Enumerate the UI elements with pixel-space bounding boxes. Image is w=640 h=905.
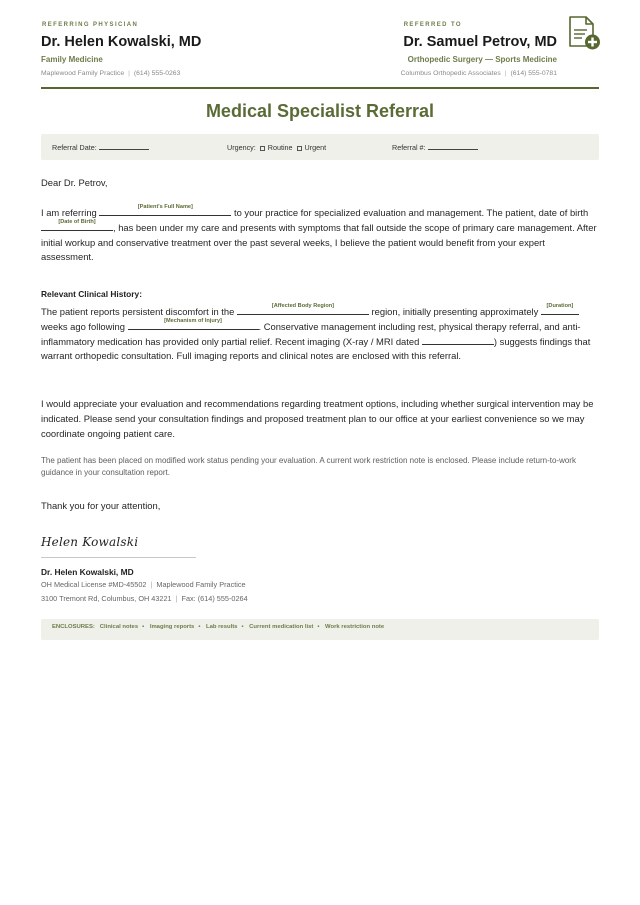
enclosure-item: Work restriction note [325, 624, 385, 630]
text-run: weeks ago following [41, 320, 125, 332]
routine-label: Routine [267, 143, 293, 152]
referral-date-field[interactable] [52, 143, 149, 152]
referred-physician-block [257, 22, 557, 77]
separator: | [175, 594, 178, 603]
referral-info-bar [41, 134, 599, 160]
mechanism-of-injury-field[interactable] [128, 317, 259, 330]
signer-license-line [41, 580, 246, 589]
patient-name-field-label: [Patient's Full Name] [137, 204, 193, 210]
separator: | [150, 580, 153, 589]
request-paragraph: I would appreciate your evaluation and recommendations regarding treatment options, including whether surgical intervention may be indicated. Please send your consultation findings and proposed treatment plan to our office at your earliest convenience so we may coordinate ongoing patient care. [41, 398, 594, 439]
referral-number-label: Referral #: [392, 143, 426, 152]
text-run: birth [569, 207, 589, 218]
referring-phone: (614) 555-0263 [133, 70, 181, 77]
referred-practice: Columbus Orthopedic Associates [400, 70, 501, 77]
referring-practice: Maplewood Family Practice [41, 70, 125, 77]
signature-line [41, 557, 196, 558]
separator: | [128, 70, 130, 77]
salutation: Dear Dr. Petrov, [41, 177, 108, 188]
date-of-birth-field-label: [Date of Birth] [58, 218, 96, 225]
text-run: to your practice for specialized evaluation and management. The patient, date of [233, 207, 568, 218]
text-run: region, initially presenting approximately [371, 306, 539, 317]
bullet: • [198, 624, 201, 630]
signature-script: Helen Kowalski [41, 535, 139, 549]
bullet: • [241, 624, 244, 630]
duration-field[interactable] [541, 305, 579, 315]
duration-field-label: [Duration] [546, 303, 574, 309]
referred-caption: REFERRED TO [403, 22, 462, 28]
text-run: I am referring [41, 207, 97, 218]
referred-specialty: Orthopedic Surgery — Sports Medicine [407, 55, 557, 64]
referred-phone: (614) 555-0781 [510, 70, 557, 77]
urgent-checkbox[interactable] [297, 146, 302, 151]
affected-body-region-field-label: [Affected Body Region] [271, 303, 335, 309]
signer-address-line [41, 594, 248, 603]
intro-paragraph [41, 206, 599, 265]
separator: | [504, 70, 507, 77]
page-title: Medical Specialist Referral [205, 101, 435, 121]
text-run: . Conservative management including rest, physical therapy referral, and anti-inflammatory medication has provided only partial relief. Recent imaging (X-ray / MRI dated [41, 320, 581, 347]
text-run: The patient reports persistent discomfort in the [41, 306, 235, 317]
signer-address: 3100 Tremont Rd, Columbus, OH 43221 [41, 594, 172, 603]
enclosure-item: Lab results [206, 624, 238, 630]
referral-page [41, 0, 599, 905]
text-run: ) suggests findings that warrant orthopedic consultation. Full imaging reports and clinical notes are enclosed with this referral. [41, 335, 591, 362]
clinical-history-heading: Relevant Clinical History: [41, 289, 142, 299]
signer-fax: Fax: (614) 555-0264 [181, 594, 248, 603]
enclosure-item: Clinical notes [99, 624, 139, 630]
work-status-note: The patient has been placed on modified work status pending your evaluation. A current work restriction note is enclosed. Please include return-to-work guidance in your consultation report. [41, 456, 576, 477]
referral-number-field[interactable] [392, 143, 478, 152]
referred-name: Dr. Samuel Petrov, MD [403, 34, 557, 50]
referring-caption: REFERRING PHYSICIAN [42, 22, 139, 28]
text-run: , has been under my care and presents with symptoms that fall outside the scope of primary care management. After initial workup and conservative treatment over the past several weeks, I believe the patient would benefit from your expert assessment. [41, 221, 597, 263]
urgency-field [227, 143, 326, 152]
patient-name-field[interactable] [99, 206, 231, 216]
date-of-birth-field[interactable] [41, 218, 113, 231]
bullet: • [317, 624, 320, 630]
mechanism-of-injury-field-label: [Mechanism of Injury] [164, 317, 222, 324]
signer-practice: Maplewood Family Practice [156, 580, 246, 589]
enclosures-bar [41, 619, 599, 640]
referral-number-blank[interactable] [428, 143, 478, 150]
urgency-label: Urgency: [227, 143, 256, 152]
enclosure-item: Current medication list [249, 624, 314, 630]
clinical-history-paragraph [41, 305, 599, 364]
imaging-date-field[interactable] [422, 335, 494, 345]
signer-license: OH Medical License #MD-45502 [41, 580, 147, 589]
referral-date-blank[interactable] [99, 143, 149, 150]
referring-specialty: Family Medicine [41, 55, 103, 64]
enclosure-item: Imaging reports [149, 624, 195, 630]
document-medical-icon [568, 16, 602, 52]
urgent-label: Urgent [304, 143, 327, 152]
signer-name: Dr. Helen Kowalski, MD [41, 567, 134, 577]
closing: Thank you for your attention, [41, 500, 161, 511]
bullet: • [142, 624, 145, 630]
referred-contact [257, 70, 557, 77]
referring-name: Dr. Helen Kowalski, MD [41, 34, 202, 50]
header-rule [41, 87, 599, 89]
routine-checkbox[interactable] [260, 146, 265, 151]
referral-date-label: Referral Date: [52, 143, 97, 152]
enclosures-label: ENCLOSURES: [52, 624, 95, 630]
